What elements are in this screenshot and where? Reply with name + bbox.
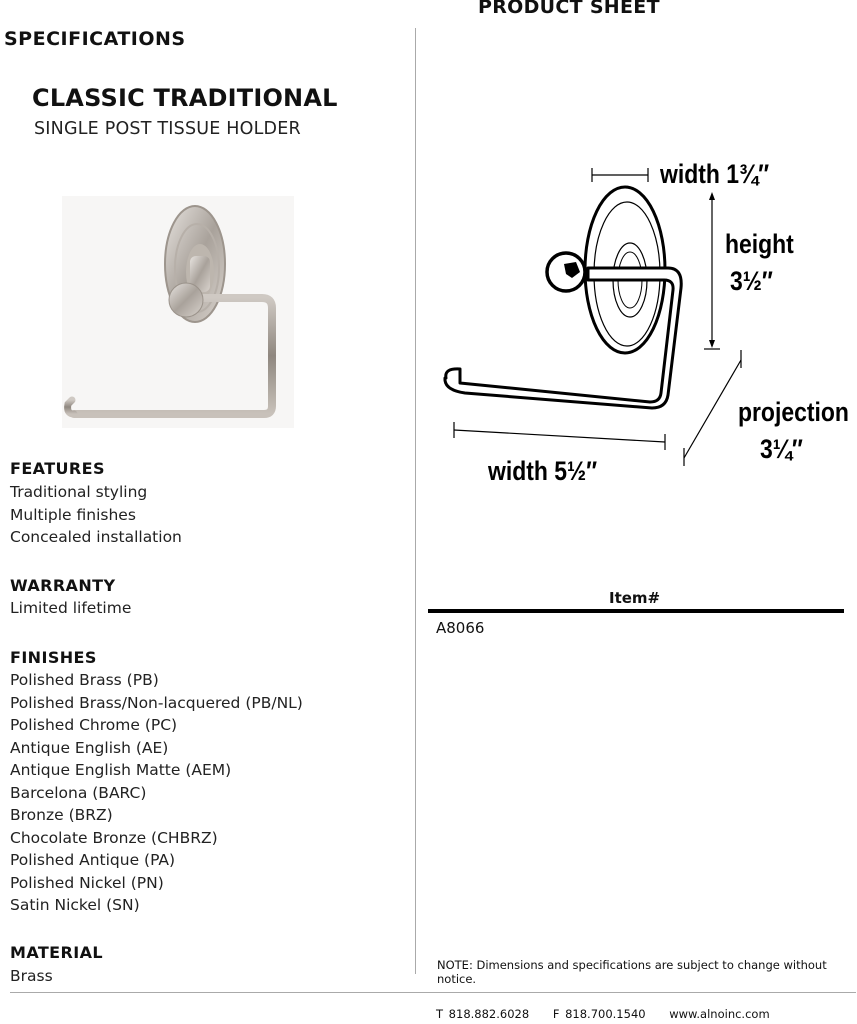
finish-item: Chocolate Bronze (CHBRZ): [10, 828, 218, 847]
finish-item: Bronze (BRZ): [10, 806, 113, 824]
height-label: height: [725, 229, 794, 260]
finish-item: Satin Nickel (SN): [10, 896, 140, 914]
warranty-heading: WARRANTY: [10, 576, 116, 595]
column-divider: [415, 28, 416, 974]
feature-item: Multiple finishes: [10, 505, 136, 524]
material-list: [10, 965, 53, 988]
website-link[interactable]: www.alnoinc.com: [669, 1007, 770, 1021]
product-sheet-title: PRODUCT SHEET: [478, 0, 660, 18]
phone-number: T 818.882.6028: [436, 1007, 530, 1021]
width-label: width 5½″: [488, 456, 598, 487]
projection-label: projection: [738, 397, 849, 428]
fax-number: F 818.700.1540: [552, 1007, 646, 1021]
dimension-drawing: [430, 150, 857, 490]
finish-item: Antique English Matte (AEM): [10, 761, 232, 779]
product-collection: CLASSIC TRADITIONAL: [32, 84, 338, 112]
material-heading: MATERIAL: [10, 943, 103, 962]
material-value: Brass: [10, 967, 53, 985]
disclaimer-note: NOTE: Dimensions and specifications are subject to change without notice.: [437, 958, 827, 986]
finish-item: Barcelona (BARC): [10, 783, 147, 802]
features-heading: FEATURES: [10, 459, 105, 478]
item-table-rule: [428, 609, 844, 613]
finish-item: Polished Antique (PA): [10, 851, 176, 869]
finish-item: Polished Brass/Non-lacquered (PB/NL): [10, 693, 303, 712]
features-list: [10, 481, 182, 549]
warranty-list: [10, 597, 131, 620]
finish-item: Polished Brass (PB): [10, 671, 159, 689]
feature-item: Concealed installation: [10, 528, 182, 546]
item-number-value: A8066: [436, 619, 485, 637]
item-number-header: Item#: [609, 589, 661, 607]
tissue-holder-diagram-icon: [430, 150, 857, 490]
contact-footer: [436, 1007, 788, 1021]
finish-item: Polished Chrome (PC): [10, 716, 178, 734]
height-value: 3½″: [730, 266, 773, 297]
finish-item: Antique English (AE): [10, 738, 169, 757]
product-photo: [62, 196, 294, 428]
projection-value: 3¼″: [760, 434, 803, 465]
warranty-value: Limited lifetime: [10, 599, 132, 617]
finish-item: Polished Nickel (PN): [10, 873, 164, 892]
tissue-holder-photo-icon: [62, 196, 294, 428]
finishes-list: [10, 669, 303, 917]
feature-item: Traditional styling: [10, 483, 148, 501]
footer-divider: [10, 992, 856, 993]
product-name: SINGLE POST TISSUE HOLDER: [34, 119, 301, 139]
backplate-width-label: width 1¾″: [660, 159, 770, 190]
finishes-heading: FINISHES: [10, 648, 97, 667]
specifications-title: SPECIFICATIONS: [4, 28, 186, 50]
